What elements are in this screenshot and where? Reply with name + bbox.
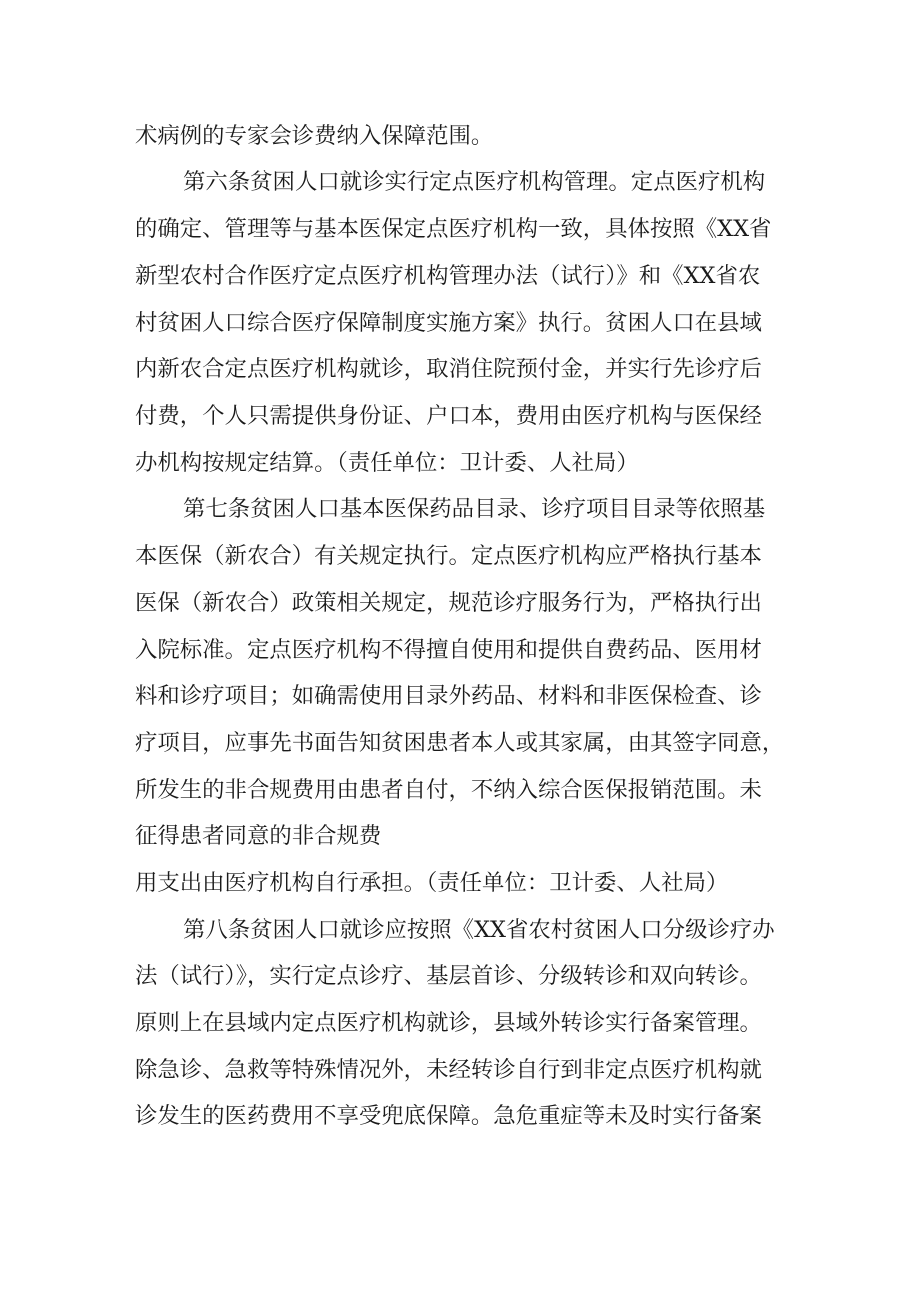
text-line: 原则上在县域内定点医疗机构就诊，县域外转诊实行备案管理。: [135, 1010, 762, 1036]
text-line: 第六条贫困人口就诊实行定点医疗机构管理。定点医疗机构: [183, 169, 766, 195]
text-line: 法（试行）》，实行定点诊疗、基层首诊、分级转诊和双向转诊。: [135, 963, 762, 989]
text-line: 医保（新农合）政策相关规定，规范诊疗服务行为，严格执行出: [135, 590, 762, 616]
text-line: 诊发生的医药费用不享受兜底保障。急危重症等未及时实行备案: [135, 1103, 762, 1129]
text-line: 内新农合定点医疗机构就诊，取消住院预付金，并实行先诊疗后: [135, 356, 762, 382]
text-line: 办机构按规定结算。（责任单位：卫计委、人社局）: [135, 450, 639, 476]
text-line: 本医保（新农合）有关规定执行。定点医疗机构应严格执行基本: [135, 543, 762, 569]
text-line: 所发生的非合规费用由患者自付，不纳入综合医保报销范围。未: [135, 777, 762, 803]
text-line: 的确定、管理等与基本医保定点医疗机构一致，具体按照《XX省: [135, 216, 772, 242]
text-line: 第八条贫困人口就诊应按照《XX省农村贫困人口分级诊疗办: [183, 917, 775, 943]
text-line: 第七条贫困人口基本医保药品目录、诊疗项目目录等依照基: [183, 496, 766, 522]
text-line: 新型农村合作医疗定点医疗机构管理办法（试行）》和《XX省农: [135, 263, 761, 289]
text-line: 付费，个人只需提供身份证、户口本，费用由医疗机构与医保经: [135, 403, 762, 429]
text-line: 入院标准。定点医疗机构不得擅自使用和提供自费药品、医用材: [135, 637, 762, 663]
text-line: 疗项目，应事先书面告知贫困患者本人或其家属，由其签字同意，: [135, 730, 785, 756]
text-line: 用支出由医疗机构自行承担。（责任单位：卫计委、人社局）: [135, 870, 729, 896]
text-line: 料和诊疗项目；如确需使用目录外药品、材料和非医保检查、诊: [135, 683, 762, 709]
text-line: 村贫困人口综合医疗保障制度实施方案》执行。贫困人口在县域: [135, 310, 762, 336]
text-line: 除急诊、急救等特殊情况外，未经转诊自行到非定点医疗机构就: [135, 1057, 762, 1083]
text-line: 征得患者同意的非合规费: [135, 823, 382, 849]
text-line: 术病例的专家会诊费纳入保障范围。: [135, 123, 494, 149]
